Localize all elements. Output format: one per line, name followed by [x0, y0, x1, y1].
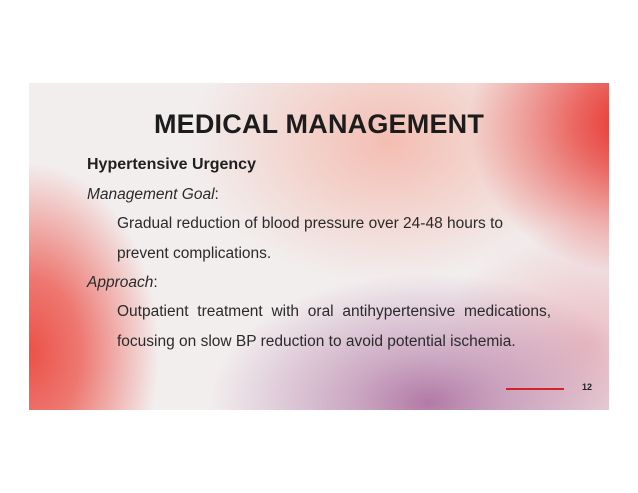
approach-colon: : [153, 274, 158, 291]
approach-label [87, 274, 158, 292]
management-goal-label-text: Management Goal [87, 186, 215, 203]
accent-divider [506, 388, 564, 390]
management-goal-label [87, 186, 219, 204]
page-number: 12 [582, 382, 593, 392]
management-goal-colon: : [214, 186, 219, 203]
section-subtitle: Hypertensive Urgency [87, 156, 256, 173]
slide-title: MEDICAL MANAGEMENT [153, 109, 485, 139]
management-goal-text: Gradual reduction of blood pressure over 24-48 hours to prevent complications. [117, 215, 504, 262]
slide [29, 83, 609, 410]
approach-label-text: Approach [87, 274, 154, 291]
approach-text: Outpatient treatment with oral antihypertensive medications, focusing on slow BP reduction to avoid potential ischemia. [117, 303, 551, 350]
